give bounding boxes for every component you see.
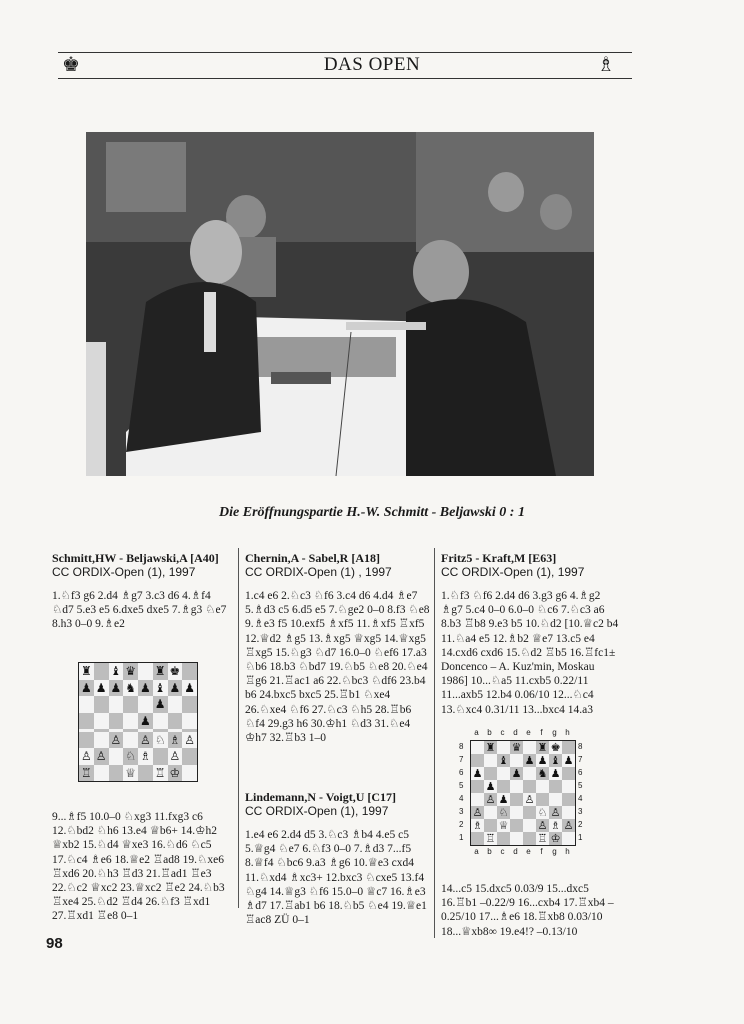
file-label: g <box>552 847 557 856</box>
board-square: ♙ <box>139 732 151 747</box>
rank-label: 4 <box>578 794 583 803</box>
board-square: ♝ <box>110 664 122 679</box>
board-square: ♟ <box>524 754 535 767</box>
board-square: ♗ <box>139 749 151 764</box>
tournament-photo <box>86 132 594 476</box>
board-square: ♟ <box>139 713 151 728</box>
board-square: ♗ <box>550 819 561 832</box>
file-label: g <box>552 728 557 737</box>
board-square: ♛ <box>511 741 522 754</box>
board-square: ♖ <box>537 832 548 845</box>
game2-event: CC ORDIX-Open (1) , 1997 <box>245 565 392 579</box>
board-square <box>138 663 153 680</box>
board-square <box>182 696 197 713</box>
photo-illustration <box>86 132 594 476</box>
rank-label: 3 <box>578 807 583 816</box>
file-label: f <box>540 847 543 856</box>
board-square <box>484 767 497 780</box>
rank-label: 2 <box>459 820 464 829</box>
board-square <box>79 732 94 749</box>
rank-label: 4 <box>459 794 464 803</box>
rank-label: 6 <box>459 768 464 777</box>
board-square: ♙ <box>550 806 561 819</box>
board-square: ♟ <box>95 680 107 695</box>
board-square: ♕ <box>498 819 509 832</box>
game4-heading: Fritz5 - Kraft,M [E63] <box>441 551 557 565</box>
king-icon: ♚ <box>62 54 80 76</box>
board-square: ♖ <box>80 765 92 780</box>
board-square <box>523 741 536 754</box>
game3-event: CC ORDIX-Open (1), 1997 <box>245 804 389 818</box>
rank-label: 2 <box>578 820 583 829</box>
bishop-icon: ♗ <box>597 54 615 76</box>
game4-block <box>441 551 621 717</box>
board-square <box>549 780 562 793</box>
page-number: 98 <box>46 935 63 952</box>
board-square <box>536 780 549 793</box>
board-square <box>523 806 536 819</box>
board-square <box>562 806 575 819</box>
file-label: d <box>513 728 518 737</box>
rank-label: 7 <box>578 755 583 764</box>
board-square: ♙ <box>537 819 548 832</box>
board-square: ♔ <box>169 765 181 780</box>
board-square: ♟ <box>563 754 574 767</box>
board-square: ♙ <box>472 806 483 819</box>
board-square <box>94 765 109 782</box>
board-square: ♙ <box>80 749 92 764</box>
board-square <box>138 765 153 782</box>
board-square <box>182 713 197 730</box>
game1-block <box>52 551 232 632</box>
board-square <box>484 806 497 819</box>
game4-continuation <box>441 882 621 939</box>
board-square: ♟ <box>169 680 181 695</box>
board-square <box>168 713 183 730</box>
board-square: ♗ <box>472 819 483 832</box>
file-label: f <box>540 728 543 737</box>
board-square <box>109 765 124 782</box>
board-square <box>536 793 549 806</box>
header-rule-top <box>58 52 632 53</box>
rank-label: 7 <box>459 755 464 764</box>
page-header-title: DAS OPEN <box>323 54 421 75</box>
board-square: ♜ <box>80 664 92 679</box>
board-square <box>549 793 562 806</box>
board-square <box>109 748 124 765</box>
board-square: ♟ <box>80 680 92 695</box>
board-square: ♙ <box>524 793 535 806</box>
file-label: h <box>565 847 570 856</box>
game2-moves: 1.c4 e6 2.♘c3 ♘f6 3.c4 d6 4.d4 ♗e7 5.♗d3 c5 6.d5 e5 7.♘ge2 0–0 8.f3 ♘e8 9.♗e3 f5 10.exf5 ♗xf5 11.♗xf5 ♖xf5 12.♕d2 ♗g5 13.♗xg5 ♕xg5 14.♕xg5 ♖xg5 15.♘g3 ♘d7 16.0–0 ♘ef6 17.a3 ♘b6 18.b3 ♘bd7 19.♘b5 ♘e8 20.♘e4 ♖g6 21.♖ac1 a6 22.♘bc3 ♘df6 23.b4 b6 24.bxc5 bxc5 25.♖b1 ♘xe4 26.♘xe4 ♘f6 27.♘c3 ♘h5 28.♖b6 ♘f4 29.g3 h6 30.♔h1 ♘d3 31.♘e4 ♔h7 32.♖b3 1–0 <box>245 590 430 745</box>
board2-files-top <box>470 728 574 737</box>
board-square: ♝ <box>550 754 561 767</box>
rank-label: 5 <box>578 781 583 790</box>
file-label: e <box>526 847 531 856</box>
board-square <box>497 741 510 754</box>
board-square: ♙ <box>169 749 181 764</box>
board-square: ♟ <box>154 697 166 712</box>
file-label: c <box>500 847 505 856</box>
board-square: ♞ <box>125 680 136 695</box>
board-square <box>497 832 510 845</box>
game2-block <box>245 551 430 745</box>
board-square <box>471 741 484 754</box>
board-square <box>471 832 484 845</box>
rank-label: 6 <box>578 768 583 777</box>
board-square: ♜ <box>154 664 166 679</box>
board-square <box>471 793 484 806</box>
chess-diagram-2 <box>470 740 576 846</box>
file-label: d <box>513 847 518 856</box>
board-square: ♙ <box>184 732 195 747</box>
rank-label: 1 <box>459 833 464 842</box>
rank-label: 8 <box>578 742 583 751</box>
game1-continuation <box>52 810 232 924</box>
board-square <box>94 663 109 680</box>
board-square: ♟ <box>485 780 496 793</box>
board-square <box>562 767 575 780</box>
board-square <box>510 754 523 767</box>
board-square <box>94 713 109 730</box>
file-label: e <box>526 728 531 737</box>
rank-label: 8 <box>459 742 464 751</box>
photo-caption: Die Eröffnungspartie H.-W. Schmitt - Beljawski 0 : 1 <box>219 505 525 520</box>
rank-label: 5 <box>459 781 464 790</box>
column-divider-right <box>434 548 435 938</box>
board-square <box>94 732 109 749</box>
board-square <box>523 767 536 780</box>
board-square: ♗ <box>169 732 181 747</box>
board-square <box>153 713 168 730</box>
board-square <box>523 819 536 832</box>
board-square: ♙ <box>110 732 122 747</box>
board-square <box>510 793 523 806</box>
game3-heading: Lindemann,N - Voigt,U [C17] <box>245 790 397 804</box>
rank-label: 3 <box>459 807 464 816</box>
game4-moves-continuation: 14...c5 15.dxc5 0.03/9 15...dxc5 16.♖b1 –0.22/9 16...cxb4 17.♖xb4 –0.25/10 17...♗e6 18.♖xb8 0.03/10 18...♕xb8∞ 19.e4!? –0.13/10 <box>441 883 614 938</box>
file-label: c <box>500 728 505 737</box>
board-square: ♜ <box>485 741 496 754</box>
board-square: ♘ <box>125 749 136 764</box>
board-square <box>562 832 575 845</box>
board-square <box>523 780 536 793</box>
board-square: ♟ <box>511 767 522 780</box>
board-square <box>182 765 197 782</box>
board-square: ♙ <box>485 793 496 806</box>
file-label: a <box>474 728 479 737</box>
board-square <box>562 741 575 754</box>
board-square: ♚ <box>550 741 561 754</box>
board-square: ♝ <box>154 680 166 695</box>
game1-event: CC ORDIX-Open (1), 1997 <box>52 565 196 579</box>
board-square <box>94 696 109 713</box>
board-square <box>510 832 523 845</box>
board-square: ♘ <box>537 806 548 819</box>
file-label: h <box>565 728 570 737</box>
file-label: a <box>474 847 479 856</box>
game1-heading: Schmitt,HW - Beljawski,A [A40] <box>52 551 219 565</box>
board-square: ♜ <box>537 741 548 754</box>
board-square <box>123 696 138 713</box>
board-square: ♟ <box>184 680 195 695</box>
game4-moves-opening: 1.♘f3 ♘f6 2.d4 d6 3.g3 g6 4.♗g2 ♗g7 5.c4 0–0 6.0–0 ♘c6 7.♘c3 a6 8.b3 ♖b8 9.e3 b5 10.♘d2 [10.♕c2 b4 11.♘a4 e5 12.♗b2 ♕e7 13.c5 e4 14.cxd6 cxd6 15.♘d2 ♖b5 16.♖fc1± Doncenco – A. Kuz'min, Moskau 1986] 10...♘a5 11.cxb5 0.22/11 11...axb5 12.b4 0.06/10 12...♘c4 13.♘xc4 0.31/11 13...bxc4 14.a3 <box>441 590 619 716</box>
board-square <box>510 819 523 832</box>
board2-files-bottom <box>470 847 574 856</box>
chess-diagram-1 <box>78 662 198 782</box>
board-square <box>471 780 484 793</box>
board-square: ♟ <box>110 680 122 695</box>
board-square <box>79 696 94 713</box>
board-square <box>471 754 484 767</box>
board-square <box>138 696 153 713</box>
game1-moves-opening: 1.♘f3 g6 2.d4 ♗g7 3.c3 d6 4.♗f4 ♘d7 5.e3 e5 6.dxe5 dxe5 7.♗g3 ♘e7 8.h3 0–0 9.♗e2 <box>52 590 227 631</box>
file-label: b <box>487 847 492 856</box>
board-square <box>510 806 523 819</box>
board-square: ♘ <box>154 732 166 747</box>
column-divider-left <box>238 548 239 908</box>
board-square <box>123 713 138 730</box>
board-square: ♔ <box>550 832 561 845</box>
rank-label: 1 <box>578 833 583 842</box>
board-square <box>182 663 197 680</box>
board-square <box>109 696 124 713</box>
game3-block <box>245 790 430 927</box>
board-square <box>484 819 497 832</box>
game1-moves-continuation: 9...♗f5 10.0–0 ♘xg3 11.fxg3 c6 12.♘bd2 ♘h6 13.e4 ♕b6+ 14.♔h2 ♕xb2 15.♘d4 ♕xe3 16.♘d6 ♘c5 17.♘c4 ♗e6 18.♕e2 ♖ad8 19.♘xe6 ♖xd6 20.♘h3 ♖d3 21.♖ad1 ♖e3 22.♘c2 ♕xc2 23.♕xc2 ♖e2 24.♘b3 ♖xe4 25.♘d2 ♖d4 26.♘f3 ♖xd1 27.♖xd1 ♖e8 0–1 <box>52 811 225 923</box>
board-square: ♟ <box>472 767 483 780</box>
board-square <box>79 713 94 730</box>
board2-ranks-left <box>459 740 463 844</box>
file-label: b <box>487 728 492 737</box>
board-square <box>109 713 124 730</box>
board-square: ♛ <box>125 664 136 679</box>
game2-heading: Chernin,A - Sabel,R [A18] <box>245 551 381 565</box>
board-square: ♙ <box>95 749 107 764</box>
header-rule-bottom <box>58 78 632 79</box>
board-square <box>153 748 168 765</box>
board-square <box>562 793 575 806</box>
board-square <box>523 832 536 845</box>
board-square: ♟ <box>537 754 548 767</box>
board-square <box>510 780 523 793</box>
board-square: ♝ <box>498 754 509 767</box>
board-square <box>182 748 197 765</box>
board-square: ♚ <box>169 664 181 679</box>
board-square <box>497 780 510 793</box>
board-square: ♘ <box>498 806 509 819</box>
board-square <box>168 696 183 713</box>
board2-ranks-right <box>578 740 582 844</box>
board-square <box>484 754 497 767</box>
board-square: ♟ <box>498 793 509 806</box>
board-square: ♟ <box>550 767 561 780</box>
board-square: ♖ <box>485 832 496 845</box>
board-square <box>497 767 510 780</box>
game3-moves: 1.e4 e6 2.d4 d5 3.♘c3 ♗b4 4.e5 c5 5.♕g4 ♘e7 6.♘f3 0–0 7.♗d3 7...f5 8.♕f4 ♘bc6 9.a3 ♗g6 10.♕e3 cxd4 11.♘xd4 ♗xc3+ 12.bxc3 ♘cxe5 13.f4 ♘g4 14.♕g3 ♘f6 15.0–0 ♕c7 16.♗e3 ♗d7 17.♖ab1 b6 18.♘b5 ♘e4 19.♕e1 ♖ac8 ZÜ 0–1 <box>245 829 427 927</box>
board-square: ♖ <box>154 765 166 780</box>
board-square <box>123 732 138 749</box>
board-square <box>562 780 575 793</box>
board-square: ♙ <box>563 819 574 832</box>
game4-event: CC ORDIX-Open (1), 1997 <box>441 565 585 579</box>
board-square: ♕ <box>125 765 136 780</box>
board-square: ♟ <box>139 680 151 695</box>
board-square: ♞ <box>537 767 548 780</box>
